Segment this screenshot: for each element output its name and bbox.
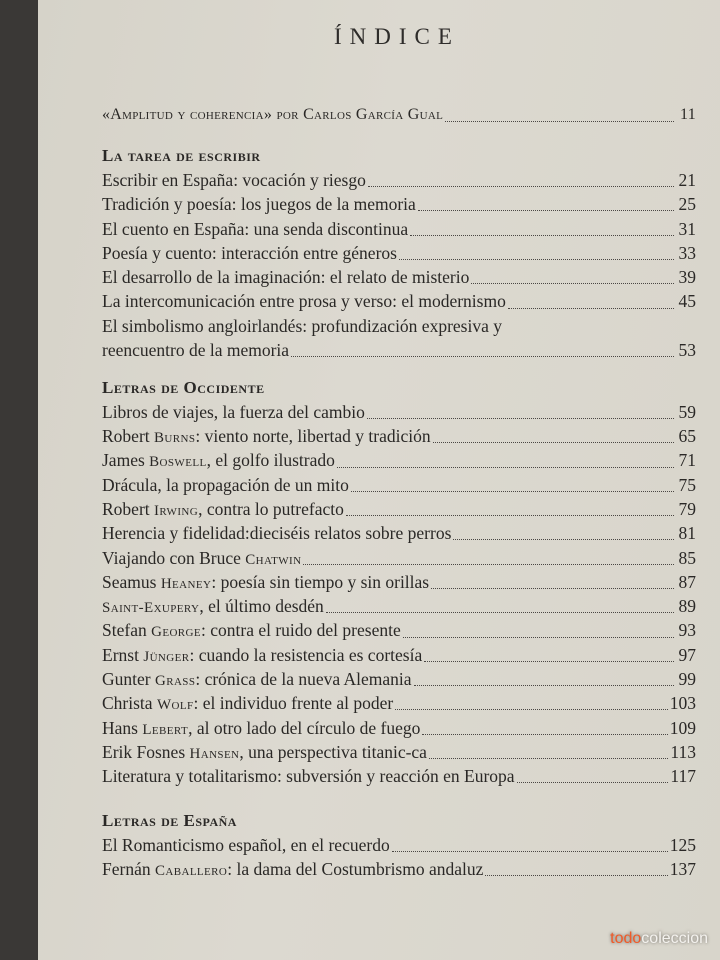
title-text: Hans <box>102 717 143 738</box>
toc-entry-title <box>102 570 429 596</box>
author-name: Boswell <box>149 454 207 471</box>
toc-entry <box>102 546 696 570</box>
toc-entry-title: Tradición y poesía: los juegos de la memoria <box>102 194 416 215</box>
dot-leader <box>414 684 674 686</box>
toc-entry-title: El cuento en España: una senda discontinua <box>102 218 409 239</box>
toc-entry <box>102 691 696 715</box>
author-name: Chatwin <box>245 551 302 568</box>
title-text: Ernst <box>102 644 144 665</box>
toc-entry <box>102 833 696 857</box>
title-text: : contra el ruido del presente <box>201 620 401 641</box>
toc-entry-page: 93 <box>678 620 696 641</box>
author-name: Saint-Exupery <box>102 600 200 617</box>
table-of-contents <box>102 102 696 881</box>
title-text: Christa <box>102 693 157 714</box>
author-name: Burns <box>154 430 196 447</box>
toc-entry-page: 89 <box>678 596 696 617</box>
title-text: Robert <box>102 498 155 519</box>
title-text: Gunter <box>102 669 155 690</box>
author-name: Jünger <box>143 648 190 665</box>
toc-entry-title <box>102 424 431 450</box>
title-text: Fernán <box>102 858 155 879</box>
dot-leader <box>367 417 674 419</box>
watermark-rest: coleccion <box>641 930 708 947</box>
toc-entry-title <box>102 594 324 620</box>
toc-entry-page: 87 <box>678 571 696 592</box>
dot-leader <box>424 660 674 662</box>
toc-entry <box>102 314 696 338</box>
toc-entry-intro <box>102 102 696 128</box>
dot-leader <box>395 708 668 710</box>
dot-leader <box>508 307 674 309</box>
dot-leader <box>517 781 669 783</box>
dot-leader <box>433 441 674 443</box>
toc-entry <box>102 241 696 265</box>
toc-entry-page: 33 <box>678 242 696 263</box>
toc-entry <box>102 448 696 472</box>
toc-entry-title <box>102 546 301 572</box>
toc-entry-title: «Amplitud y coherencia» por Carlos García Gual <box>102 106 444 123</box>
toc-entry-page: 39 <box>678 267 696 288</box>
title-text: : poesía sin tiempo y sin orillas <box>211 571 430 592</box>
dot-leader <box>418 209 674 211</box>
dot-leader <box>303 563 674 565</box>
title-text: , el golfo ilustrado <box>206 450 335 471</box>
dot-leader <box>368 185 674 187</box>
toc-entry-page: 71 <box>678 450 696 471</box>
section-heading: Letras de Occidente <box>102 377 265 397</box>
dot-leader <box>431 587 674 589</box>
title-text: : la dama del Costumbrismo andaluz <box>227 858 484 879</box>
author-name: Irwing <box>154 502 199 519</box>
toc-entry <box>102 400 696 424</box>
toc-entry-page: 81 <box>678 523 696 544</box>
toc-entry-page: 25 <box>678 194 696 215</box>
toc-entry-page: 45 <box>678 291 696 312</box>
dot-leader <box>392 850 668 852</box>
toc-entry <box>102 740 696 764</box>
title-text: James <box>102 450 150 471</box>
toc-entry-title <box>102 643 422 669</box>
author-name: Grass <box>154 673 196 690</box>
title-text: Erik Fosnes <box>102 741 190 762</box>
dot-leader <box>291 355 674 357</box>
author-name: Heaney <box>160 575 212 592</box>
toc-entry-title <box>102 667 412 693</box>
toc-entry <box>102 521 696 545</box>
toc-entry-continuation <box>102 338 696 362</box>
toc-entry <box>102 764 696 788</box>
toc-entry <box>102 618 696 642</box>
author-name: Hansen <box>189 745 240 762</box>
dot-leader <box>351 490 674 492</box>
toc-entry-title <box>102 857 483 883</box>
toc-entry-page: 113 <box>670 741 696 762</box>
author-name: Wolf <box>156 697 194 714</box>
toc-entry-page: 59 <box>678 401 696 422</box>
toc-entry <box>102 217 696 241</box>
toc-entry-title <box>102 691 393 717</box>
title-text: : cuando la resistencia es cortesía <box>189 644 423 665</box>
title-text: Robert <box>102 426 155 447</box>
dot-leader <box>422 733 667 735</box>
title-text: , al otro lado del círculo de fuego <box>188 717 421 738</box>
dot-leader <box>326 611 674 613</box>
toc-entry <box>102 192 696 216</box>
toc-entry-title: El simbolismo angloirlandés: profundización expresiva y <box>102 315 502 336</box>
toc-entry-page: 75 <box>678 474 696 495</box>
toc-entry-title: El Romanticismo español, en el recuerdo <box>102 834 390 855</box>
title-text: , una perspectiva titanic-ca <box>239 741 427 762</box>
dot-leader <box>399 258 674 260</box>
toc-entry-page: 117 <box>670 766 696 787</box>
page-title: ÍNDICE <box>334 24 460 49</box>
dot-leader <box>410 234 674 236</box>
toc-entry-title <box>102 740 427 766</box>
toc-entry-page: 99 <box>678 669 696 690</box>
toc-entry-title <box>102 618 401 644</box>
toc-entry-page: 97 <box>678 644 696 665</box>
dot-leader <box>485 874 667 876</box>
toc-entry <box>102 570 696 594</box>
toc-entry <box>102 497 696 521</box>
section-heading: La tarea de escribir <box>102 146 261 165</box>
toc-entry <box>102 265 696 289</box>
toc-entry-title-continued: reencuentro de la memoria <box>102 339 290 360</box>
toc-entry <box>102 716 696 740</box>
toc-entry-title: Libros de viajes, la fuerza del cambio <box>102 401 365 422</box>
toc-entry <box>102 667 696 691</box>
dot-leader <box>346 514 674 516</box>
toc-entry-title <box>102 716 420 742</box>
dot-leader <box>445 120 674 122</box>
title-text: , el último desdén <box>199 596 324 617</box>
dot-leader <box>453 538 674 540</box>
toc-entry-page: 79 <box>678 498 696 519</box>
title-text: Viajando con Bruce <box>102 547 246 568</box>
section-heading: Letras de España <box>102 810 237 830</box>
toc-entry-title: El desarrollo de la imaginación: el relato de misterio <box>102 267 470 288</box>
toc-entry-page: 125 <box>669 834 696 855</box>
toc-entry <box>102 857 696 881</box>
dot-leader <box>471 282 674 284</box>
toc-entry-title <box>102 497 344 523</box>
title-text: : el individuo frente al poder <box>193 693 394 714</box>
toc-entry <box>102 424 696 448</box>
toc-entry-title: Poesía y cuento: interacción entre géneros <box>102 242 397 263</box>
toc-entry-title: Escribir en España: vocación y riesgo <box>102 170 366 190</box>
book-page <box>38 0 720 960</box>
title-text: : viento norte, libertad y tradición <box>195 426 431 447</box>
toc-entry-title <box>102 448 335 474</box>
dot-leader <box>337 466 674 468</box>
title-text: Seamus <box>102 571 161 592</box>
toc-entry-title: Drácula, la propagación de un mito <box>102 474 349 495</box>
toc-entry-page: 109 <box>669 717 696 738</box>
toc-entry <box>102 289 696 313</box>
title-text: Stefan <box>102 620 152 641</box>
toc-entry-page: 85 <box>678 547 696 568</box>
toc-entry-page: 11 <box>679 106 696 123</box>
title-text: : crónica de la nueva Alemania <box>195 669 412 690</box>
toc-entry-page: 65 <box>678 426 696 447</box>
toc-entry-page: 31 <box>678 218 696 239</box>
toc-entry-page: 103 <box>669 693 696 714</box>
toc-entry <box>102 643 696 667</box>
toc-entry <box>102 168 696 192</box>
toc-entry-title: La intercomunicación entre prosa y verso: el modernismo <box>102 291 506 312</box>
site-watermark <box>610 930 708 948</box>
dot-leader <box>429 757 668 759</box>
watermark-brand: todo <box>610 930 642 947</box>
toc-entry-title: Herencia y fidelidad:dieciséis relatos sobre perros <box>102 523 452 544</box>
author-name: Lebert <box>142 721 189 738</box>
author-name: Caballero <box>154 862 228 879</box>
toc-entry-title: Literatura y totalitarismo: subversión y reacción en Europa <box>102 766 515 787</box>
title-text: , contra lo putrefacto <box>198 498 344 519</box>
toc-entry-page: 137 <box>669 858 696 879</box>
author-name: George <box>151 624 201 641</box>
toc-entry <box>102 473 696 497</box>
toc-entry <box>102 594 696 618</box>
toc-entry-page: 21 <box>678 170 696 190</box>
dot-leader <box>403 636 674 638</box>
toc-entry-page: 53 <box>678 339 696 360</box>
